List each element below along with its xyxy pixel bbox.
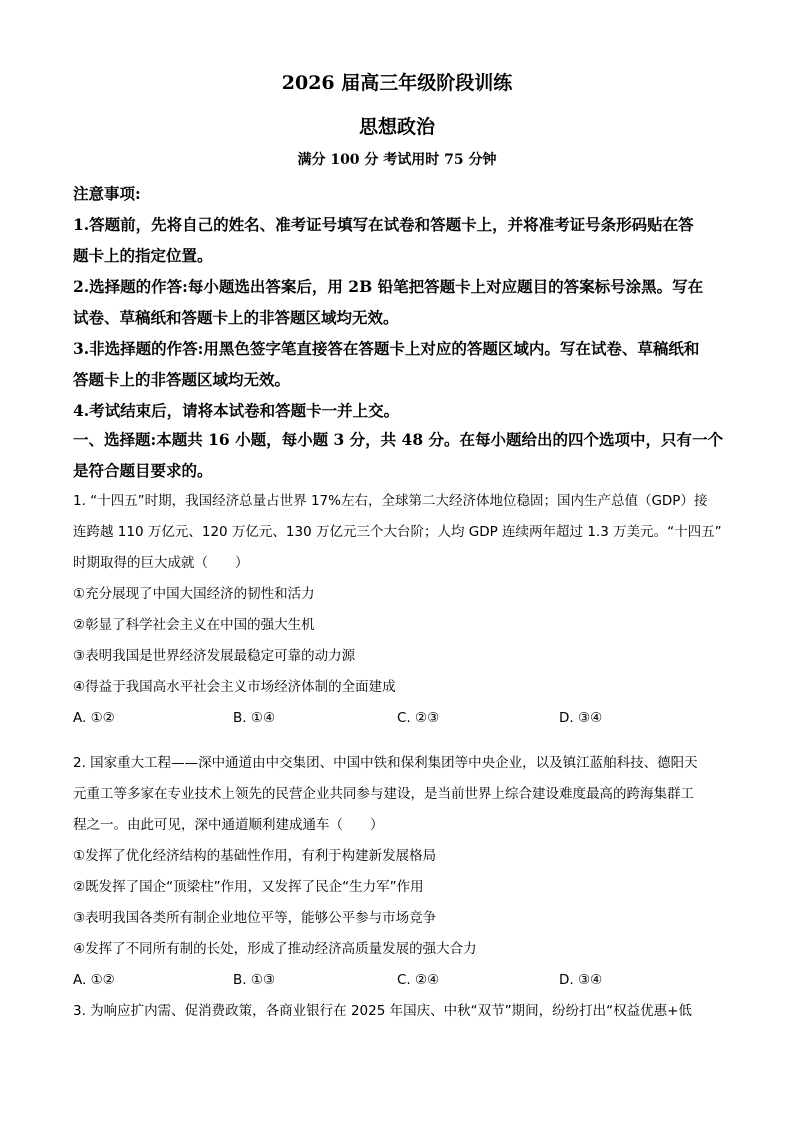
option-b: B. ①④	[233, 710, 276, 726]
statement: ④得益于我国高水平社会主义市场经济体制的全面建成	[73, 679, 396, 695]
section-heading	[73, 424, 733, 486]
instruction-line: 试卷、草稿纸和答题卡上的非答题区域均无效。	[73, 308, 399, 327]
instructions	[73, 178, 733, 426]
option-c: C. ②③	[397, 710, 440, 726]
statement: ②既发挥了国企“顶梁柱”作用，又发挥了民企“生力军”作用	[73, 879, 424, 895]
option-c: C. ②④	[397, 972, 440, 988]
question-stem-line: 时期取得的巨大成就（ ）	[73, 555, 249, 571]
question-stem-line: 程之一。由此可见，深中通道顺利建成通车（ ）	[73, 817, 384, 833]
answer-options	[73, 703, 733, 734]
section-line: 一、选择题:本题共 16 小题，每小题 3 分，共 48 分。在每小题给出的四个选项中，只有一个	[73, 430, 724, 449]
question-stem-line: 连跨越 110 万亿元、120 万亿元、130 万亿元三个大台阶；人均 GDP 连续两年超过 1.3 万美元。“十四五”	[73, 524, 722, 540]
question-3	[73, 996, 733, 1027]
section-line: 是符合题目要求的。	[73, 461, 213, 480]
statement: ④发挥了不同所有制的长处，形成了推动经济高质量发展的强大合力	[73, 941, 477, 957]
question-stem-line: 2. 国家重大工程——深中通道由中交集团、中国中铁和保利集团等中央企业，以及镇江蓝舶科技、德阳天	[73, 755, 698, 771]
instruction-line: 题卡上的指定位置。	[73, 246, 213, 265]
statement: ①发挥了优化经济结构的基础性作用，有利于构建新发展格局	[73, 848, 437, 864]
statement: ③表明我国是世界经济发展最稳定可靠的动力源	[73, 648, 356, 664]
instruction-line: 2.选择题的作答:每小题选出答案后，用 2B 铅笔把答题卡上对应题目的答案标号涂黑。写在	[73, 277, 704, 296]
exam-title: 2026 届高三年级阶段训练	[281, 72, 513, 94]
question-2	[73, 748, 733, 996]
instruction-line: 3.非选择题的作答:用黑色签字笔直接答在答题卡上对应的答题区域内。写在试卷、草稿纸和	[73, 339, 700, 358]
instruction-line: 4.考试结束后，请将本试卷和答题卡一并上交。	[73, 401, 400, 420]
option-d: D. ③④	[559, 710, 603, 726]
question-stem-line: 元重工等多家在专业技术上领先的民营企业共同参与建设，是当前世界上综合建设难度最高的跨海集群工	[73, 786, 694, 802]
question-stem-line: 1. “十四五”时期，我国经济总量占世界 17%左右，全球第二大经济体地位稳固；国内生产总值（GDP）接	[73, 493, 708, 509]
option-d: D. ③④	[559, 972, 603, 988]
option-a: A. ①②	[73, 710, 115, 726]
statement: ①充分展现了中国大国经济的韧性和活力	[73, 586, 315, 602]
instruction-line: 1.答题前，先将自己的姓名、准考证号填写在试卷和答题卡上，并将准考证号条形码贴在答	[73, 215, 694, 234]
question-stem-line: 3. 为响应扩内需、促消费政策，各商业银行在 2025 年国庆、中秋“双节”期间，纷纷打出“权益优惠+低	[73, 1003, 692, 1019]
option-a: A. ①②	[73, 972, 115, 988]
statement: ②彰显了科学社会主义在中国的强大生机	[73, 617, 315, 633]
question-1	[73, 486, 733, 734]
option-b: B. ①③	[233, 972, 276, 988]
instruction-line: 答题卡上的非答题区域均无效。	[73, 370, 291, 389]
exam-meta: 满分 100 分 考试用时 75 分钟	[297, 152, 497, 168]
answer-options	[73, 965, 733, 996]
statement: ③表明我国各类所有制企业地位平等，能够公平参与市场竞争	[73, 910, 437, 926]
instructions-heading: 注意事项:	[73, 184, 141, 203]
subject-title: 思想政治	[358, 116, 435, 138]
